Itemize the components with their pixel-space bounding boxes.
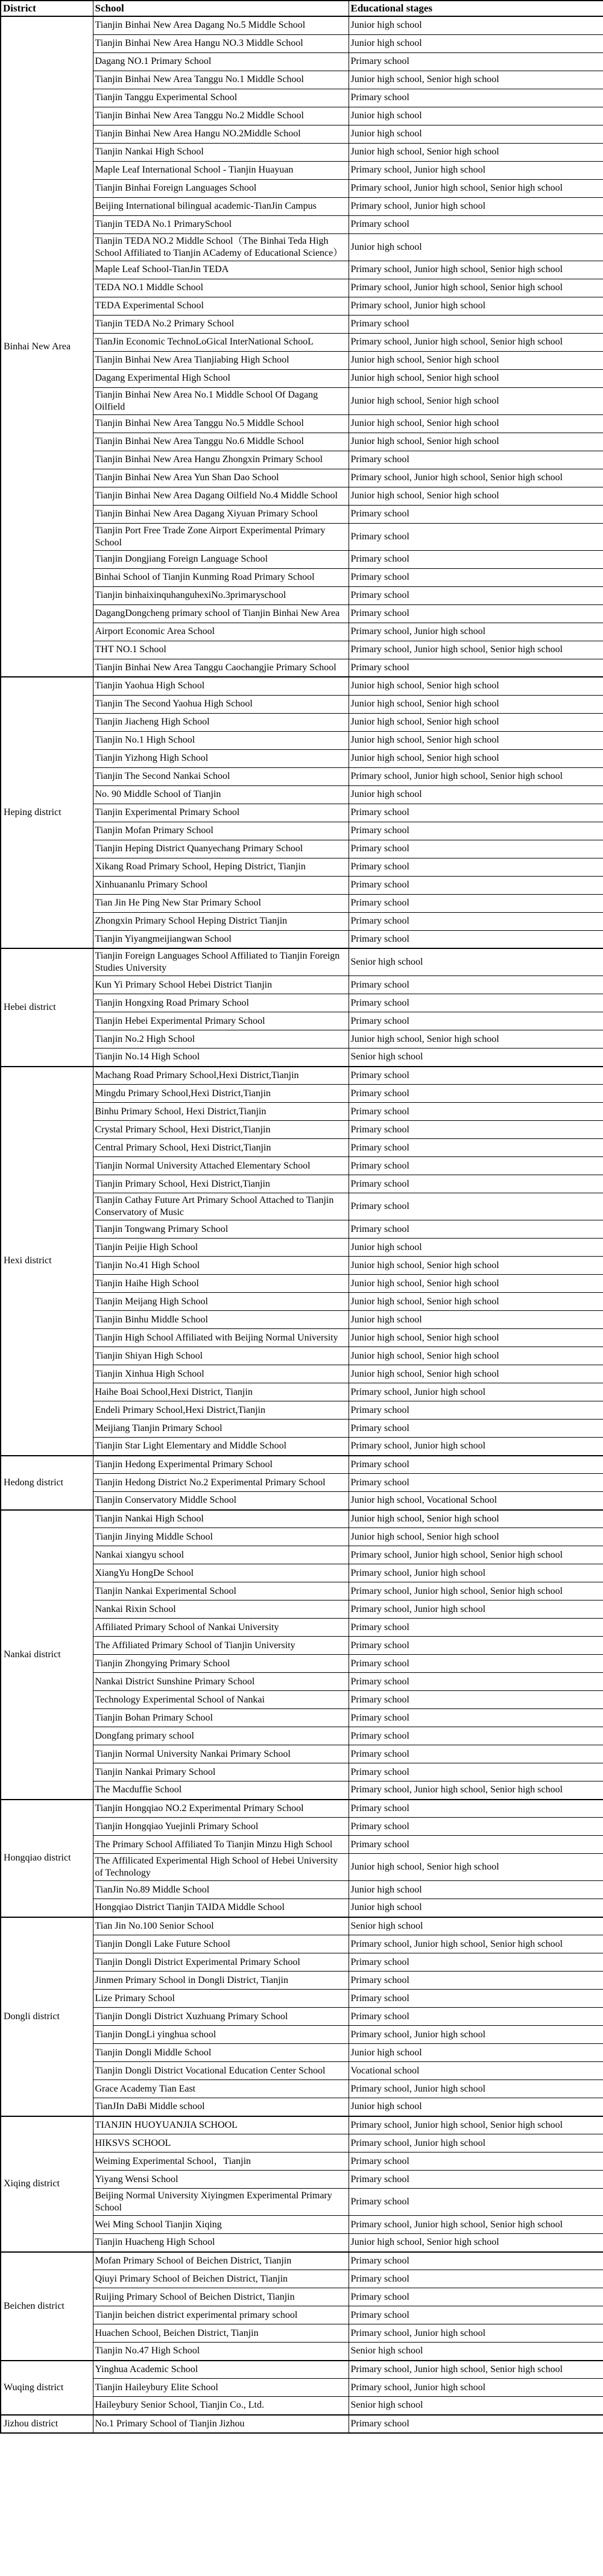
stages-cell: Primary school, Junior high school, Senior high school [349,2116,603,2134]
stages-cell: Primary school [349,1619,603,1637]
column-header-stages: Educational stages [349,1,603,16]
school-cell: Tianjin Conservatory Middle School [93,1492,349,1510]
school-cell: Grace Academy Tian East [93,2080,349,2098]
stages-cell: Primary school, Junior high school, Senior high school [349,469,603,487]
stages-cell: Primary school [349,822,603,840]
stages-cell: Junior high school, Senior high school [349,2234,603,2252]
school-cell: Huachen School, Beichen District, Tianjin [93,2324,349,2343]
stages-cell: Primary school, Junior high school, Senior high school [349,1781,603,1800]
stages-cell: Senior high school [349,2343,603,2361]
stages-cell: Primary school [349,1220,603,1239]
stages-cell: Junior high school, Senior high school [349,351,603,369]
stages-cell: Junior high school [349,2044,603,2062]
stages-cell: Primary school [349,1139,603,1157]
school-cell: Tianjin TEDA No.1 PrimarySchool [93,215,349,233]
stages-cell: Junior high school [349,16,603,34]
stages-cell: Primary school, Junior high school, Senior high school [349,1582,603,1600]
stages-cell: Primary school [349,1953,603,1972]
stages-cell: Junior high school, Senior high school [349,71,603,89]
stages-cell: Primary school [349,2306,603,2324]
stages-cell: Junior high school, Senior high school [349,1510,603,1528]
stages-cell: Primary school [349,1474,603,1492]
stages-cell: Junior high school, Senior high school [349,731,603,749]
stages-cell: Primary school [349,1763,603,1781]
school-cell: TianJin Economic TechnoLoGical InterNational SchooL [93,333,349,351]
school-cell: Endeli Primary School,Hexi District,Tianjin [93,1401,349,1420]
stages-cell: Primary school [349,840,603,858]
stages-cell: Primary school [349,315,603,333]
school-cell: Tianjin Binhai New Area Tianjiabing High School [93,351,349,369]
school-cell: Tianjin Binhai New Area No.1 Middle School Of Dagang Oilfield [93,387,349,414]
school-cell: Dagang Experimental High School [93,369,349,387]
table-row [1,2415,603,2433]
school-cell: Technology Experimental School of Nankai [93,1691,349,1709]
school-cell: Tianjin DongLi yinghua school [93,2026,349,2044]
school-cell: The Macduffie School [93,1781,349,1800]
school-cell: Tianjin binhaixinquhanguhexiNo.3primaryschool [93,586,349,604]
school-cell: Tianjin Hongqiao NO.2 Experimental Primary School [93,1800,349,1818]
stages-cell: Primary school, Junior high school [349,2134,603,2152]
table-header-row [1,1,603,16]
stages-cell: Primary school, Junior high school, Senior high school [349,1935,603,1953]
school-cell: Qiuyi Primary School of Beichen District, Tianjin [93,2270,349,2288]
stages-cell: Primary school [349,1727,603,1745]
school-cell: DagangDongcheng primary school of Tianjin Binhai New Area [93,604,349,623]
school-cell: No. 90 Middle School of Tianjin [93,785,349,804]
stages-cell: Junior high school, Senior high school [349,369,603,387]
stages-cell: Junior high school [349,34,603,52]
school-cell: Tianjin Jinying Middle School [93,1528,349,1546]
stages-cell: Junior high school, Senior high school [349,1293,603,1311]
district-cell: Hongqiao district [1,1800,93,1917]
school-cell: Tian Jin He Ping New Star Primary School [93,894,349,912]
school-cell: Airport Economic Area School [93,623,349,641]
stages-cell: Primary school, Junior high school, Senior high school [349,641,603,659]
table-row [1,2116,603,2134]
stages-cell: Junior high school, Senior high school [349,1257,603,1275]
stages-cell: Junior high school, Senior high school [349,387,603,414]
stages-cell: Primary school [349,1103,603,1121]
stages-cell: Primary school [349,2189,603,2216]
school-cell: Zhongxin Primary School Heping District Tianjin [93,912,349,930]
stages-cell: Primary school [349,451,603,469]
table-row [1,1510,603,1528]
school-cell: Tianjin Zhongying Primary School [93,1655,349,1673]
school-cell: Tianjin Yizhong High School [93,749,349,767]
school-cell: THT NO.1 School [93,641,349,659]
school-cell: Tianjin Binhai Foreign Languages School [93,179,349,197]
school-cell: Central Primary School, Hexi District,Tianjin [93,1139,349,1157]
school-cell: Tianjin Normal University Attached Elementary School [93,1157,349,1175]
stages-cell: Primary school [349,1193,603,1220]
stages-cell: Primary school [349,1818,603,1836]
stages-cell: Vocational school [349,2062,603,2080]
school-cell: Lize Primary School [93,1990,349,2008]
school-cell: Mingdu Primary School,Hexi District,Tianjin [93,1085,349,1103]
stages-cell: Primary school [349,2270,603,2288]
stages-cell: Primary school [349,976,603,994]
school-cell: Tianjin Shiyan High School [93,1347,349,1365]
school-cell: Tianjin Dongli Middle School [93,2044,349,2062]
stages-cell: Junior high school, Senior high school [349,1365,603,1383]
stages-cell: Primary school [349,52,603,71]
school-cell: Tianjin Binhai New Area Dagang Xiyuan Primary School [93,505,349,523]
school-cell: Ruijing Primary School of Beichen District, Tianjin [93,2288,349,2306]
district-cell: Binhai New Area [1,16,93,677]
school-cell: Tianjin Meijang High School [93,1293,349,1311]
stages-cell: Primary school [349,2152,603,2171]
stages-cell: Primary school [349,1800,603,1818]
school-cell: Tianjin Hongxing Road Primary School [93,994,349,1012]
district-cell: Hebei district [1,948,93,1067]
school-cell: Tianjin Binhai New Area Tanggu No.2 Middle School [93,107,349,125]
school-cell: Jinmen Primary School in Dongli District, Tianjin [93,1972,349,1990]
stages-cell: Junior high school, Senior high school [349,1528,603,1546]
stages-cell: Senior high school [349,948,603,976]
district-cell: Hexi district [1,1067,93,1456]
school-cell: Tianjin Star Light Elementary and Middle School [93,1438,349,1456]
school-cell: Nankai Rixin School [93,1600,349,1619]
school-cell: Tianjin Dongli Lake Future School [93,1935,349,1953]
school-cell: Haihe Boai School,Hexi District, Tianjin [93,1383,349,1401]
school-cell: Tianjin TEDA NO.2 Middle School（The Binhai Teda High School Affiliated to Tianjin ACademy of Educational Science） [93,233,349,261]
school-cell: Nankai District Sunshine Primary School [93,1673,349,1691]
school-cell: Tianjin Dongli District Experimental Primary School [93,1953,349,1972]
school-cell: Machang Road Primary School,Hexi District,Tianjin [93,1067,349,1085]
stages-cell: Primary school, Junior high school [349,1600,603,1619]
school-cell: Tianjin Hebei Experimental Primary School [93,1012,349,1030]
school-cell: TianJin No.89 Middle School [93,1881,349,1899]
stages-cell: Primary school [349,568,603,586]
stages-cell: Primary school [349,1456,603,1474]
school-cell: Maple Leaf International School - Tianjin Huayuan [93,161,349,179]
table-body [1,16,603,2433]
stages-cell: Primary school [349,1709,603,1727]
stages-cell: Primary school [349,215,603,233]
school-cell: Tianjin beichen district experimental primary school [93,2306,349,2324]
school-cell: Tianjin The Second Nankai School [93,767,349,785]
table-row [1,677,603,695]
stages-cell: Junior high school [349,785,603,804]
school-cell: Tianjin Normal University Nankai Primary School [93,1745,349,1763]
stages-cell: Primary school, Junior high school, Senior high school [349,2216,603,2234]
school-cell: Tianjin Binhai New Area Hangu NO.2Middle School [93,125,349,143]
school-cell: Beijing International bilingual academic-TianJin Campus [93,197,349,215]
school-cell: Tianjin Dongli District Xuzhuang Primary School [93,2008,349,2026]
table-row [1,1917,603,1935]
stages-cell: Primary school [349,994,603,1012]
stages-cell: Junior high school [349,107,603,125]
stages-cell: Senior high school [349,1917,603,1935]
school-cell: TianJIn DaBi Middle school [93,2098,349,2116]
stages-cell: Primary school [349,1745,603,1763]
table-row [1,1067,603,1085]
school-cell: Tianjin Jiacheng High School [93,713,349,731]
stages-cell: Primary school, Junior high school [349,623,603,641]
school-cell: Tianjin Nankai Experimental School [93,1582,349,1600]
stages-cell: Primary school [349,1673,603,1691]
stages-cell: Primary school [349,604,603,623]
school-cell: Dongfang primary school [93,1727,349,1745]
table-row [1,1800,603,1818]
stages-cell: Junior high school, Senior high school [349,1329,603,1347]
school-cell: Tianjin Heping District Quanyechang Primary School [93,840,349,858]
school-cell: Tianjin Hedong District No.2 Experimental Primary School [93,1474,349,1492]
stages-cell: Primary school [349,1420,603,1438]
school-cell: Tianjin Xinhua High School [93,1365,349,1383]
school-cell: Tianjin Port Free Trade Zone Airport Experimental Primary School [93,523,349,550]
stages-cell: Primary school, Junior high school [349,1383,603,1401]
stages-cell: Primary school [349,659,603,677]
school-cell: Binhu Primary School, Hexi District,Tianjin [93,1103,349,1121]
school-cell: No.1 Primary School of Tianjin Jizhou [93,2415,349,2433]
school-cell: Tianjin Huacheng High School [93,2234,349,2252]
stages-cell: Primary school, Junior high school, Senior high school [349,333,603,351]
school-cell: The Affiliated Primary School of Tianjin University [93,1637,349,1655]
stages-cell: Primary school [349,523,603,550]
stages-cell: Senior high school [349,1048,603,1067]
district-cell: Hedong district [1,1456,93,1510]
stages-cell: Junior high school, Senior high school [349,487,603,505]
school-cell: Tianjin Binhai New Area Dagang Oilfield No.4 Middle School [93,487,349,505]
school-cell: Tianjin TEDA No.2 Primary School [93,315,349,333]
district-cell: Wuqing district [1,2361,93,2415]
column-header-district: District [1,1,93,16]
stages-cell: Primary school [349,1637,603,1655]
column-header-school: School [93,1,349,16]
school-cell: Tianjin No.1 High School [93,731,349,749]
school-cell: Hongqiao District Tianjin TAIDA Middle School [93,1899,349,1917]
district-cell: Beichen district [1,2252,93,2361]
school-cell: Affiliated Primary School of Nankai University [93,1619,349,1637]
stages-cell: Primary school [349,2252,603,2270]
school-cell: Tianjin Binhai New Area Tanggu No.6 Middle School [93,433,349,451]
stages-cell: Junior high school, Senior high school [349,143,603,161]
school-cell: Tianjin No.41 High School [93,1257,349,1275]
school-cell: Kun Yi Primary School Hebei District Tianjin [93,976,349,994]
table-row [1,2361,603,2379]
school-cell: Tianjin Binhai New Area Hangu Zhongxin Primary School [93,451,349,469]
stages-cell: Primary school, Junior high school [349,1564,603,1582]
school-cell: Yinghua Academic School [93,2361,349,2379]
stages-cell: Junior high school [349,1239,603,1257]
school-cell: Tianjin Nankai Primary School [93,1763,349,1781]
school-cell: Weiming Experimental School，Tianjin [93,2152,349,2171]
school-cell: Tian Jin No.100 Senior School [93,1917,349,1935]
school-cell: Tianjin Binhai New Area Tanggu Caochangjie Primary School [93,659,349,677]
stages-cell: Junior high school, Senior high school [349,713,603,731]
table-row [1,1456,603,1474]
stages-cell: Junior high school, Senior high school [349,1030,603,1048]
school-cell: TEDA Experimental School [93,297,349,315]
school-cell: Tianjin Dongli District Vocational Education Center School [93,2062,349,2080]
stages-cell: Primary school [349,1972,603,1990]
district-cell: Heping district [1,677,93,948]
school-cell: Wei Ming School Tianjin Xiqing [93,2216,349,2234]
school-cell: Binhai School of Tianjin Kunming Road Primary School [93,568,349,586]
stages-cell: Primary school [349,930,603,948]
stages-cell: Primary school [349,505,603,523]
school-cell: Tianjin Bohan Primary School [93,1709,349,1727]
school-cell: Tianjin Peijie High School [93,1239,349,1257]
school-cell: The Affilicated Experimental High School of Hebei University of Technology [93,1854,349,1881]
stages-cell: Primary school, Junior high school [349,197,603,215]
school-cell: Dagang NO.1 Primary School [93,52,349,71]
stages-cell: Junior high school [349,2098,603,2116]
stages-cell: Primary school, Junior high school, Senior high school [349,1546,603,1564]
table-row [1,16,603,34]
school-cell: Tianjin Tongwang Primary School [93,1220,349,1239]
school-cell: Tianjin No.47 High School [93,2343,349,2361]
stages-cell: Primary school [349,550,603,568]
school-cell: Tianjin Primary School, Hexi District,Tianjin [93,1175,349,1193]
school-cell: Nankai xiangyu school [93,1546,349,1564]
school-cell: Tianjin Yiyangmeijiangwan School [93,930,349,948]
school-cell: Tianjin Binhai New Area Tanggu No.1 Middle School [93,71,349,89]
school-cell: Mofan Primary School of Beichen District, Tianjin [93,2252,349,2270]
district-cell: Jizhou district [1,2415,93,2433]
stages-cell: Primary school [349,2171,603,2189]
district-cell: Nankai district [1,1510,93,1800]
stages-cell: Primary school [349,1836,603,1854]
school-cell: Tianjin Tanggu Experimental School [93,89,349,107]
stages-cell: Primary school [349,804,603,822]
stages-cell: Junior high school [349,1881,603,1899]
stages-cell: Primary school, Junior high school [349,2080,603,2098]
district-cell: Dongli district [1,1917,93,2116]
school-cell: Xinhuananlu Primary School [93,876,349,894]
stages-cell: Primary school, Junior high school [349,2026,603,2044]
school-cell: Tianjin The Second Yaohua High School [93,695,349,713]
stages-cell: Primary school, Junior high school, Senior high school [349,767,603,785]
stages-cell: Junior high school, Senior high school [349,677,603,695]
table-row [1,948,603,976]
stages-cell: Primary school, Junior high school [349,1438,603,1456]
school-cell: Tianjin Experimental Primary School [93,804,349,822]
stages-cell: Primary school [349,1157,603,1175]
district-cell: Xiqing district [1,2116,93,2252]
stages-cell: Primary school, Junior high school [349,161,603,179]
school-cell: Xikang Road Primary School, Heping District, Tianjin [93,858,349,876]
stages-cell: Junior high school [349,1899,603,1917]
stages-cell: Primary school, Junior high school [349,2324,603,2343]
school-cell: Tianjin Cathay Future Art Primary School Attached to Tianjin Conservatory of Music [93,1193,349,1220]
stages-cell: Primary school [349,1175,603,1193]
school-cell: Tianjin No.2 High School [93,1030,349,1048]
stages-cell: Primary school [349,2288,603,2306]
school-cell: Yiyang Wensi School [93,2171,349,2189]
school-cell: Tianjin Mofan Primary School [93,822,349,840]
school-cell: Tianjin Haihe High School [93,1275,349,1293]
school-cell: Maple Leaf School-TianJin TEDA [93,261,349,279]
stages-cell: Primary school, Junior high school, Senior high school [349,179,603,197]
stages-cell: Primary school [349,912,603,930]
school-cell: Tianjin Hedong Experimental Primary School [93,1456,349,1474]
school-cell: Meijiang Tianjin Primary School [93,1420,349,1438]
stages-cell: Junior high school, Senior high school [349,1275,603,1293]
school-cell: HIKSVS SCHOOL [93,2134,349,2152]
stages-cell: Primary school [349,1691,603,1709]
school-cell: Tianjin Haileybury Elite School [93,2379,349,2397]
stages-cell: Primary school, Junior high school, Senior high school [349,2361,603,2379]
school-cell: XiangYu HongDe School [93,1564,349,1582]
school-cell: Tianjin High School Affiliated with Beijing Normal University [93,1329,349,1347]
school-cell: TEDA NO.1 Middle School [93,279,349,297]
stages-cell: Junior high school, Senior high school [349,695,603,713]
stages-cell: Primary school [349,894,603,912]
school-cell: Tianjin Binhai New Area Dagang No.5 Middle School [93,16,349,34]
stages-cell: Primary school, Junior high school, Senior high school [349,279,603,297]
school-cell: Tianjin Hongqiao Yuejinli Primary School [93,1818,349,1836]
stages-cell: Primary school, Junior high school [349,2379,603,2397]
stages-cell: Primary school [349,1655,603,1673]
school-cell: Tianjin Binhai New Area Tanggu No.5 Middle School [93,414,349,433]
stages-cell: Primary school [349,2008,603,2026]
stages-cell: Junior high school [349,125,603,143]
school-cell: Crystal Primary School, Hexi District,Tianjin [93,1121,349,1139]
stages-cell: Junior high school [349,1311,603,1329]
stages-cell: Primary school [349,1085,603,1103]
stages-cell: Primary school [349,1012,603,1030]
school-cell: Tianjin Nankai High School [93,1510,349,1528]
stages-cell: Primary school [349,1067,603,1085]
stages-cell: Primary school [349,2415,603,2433]
stages-cell: Junior high school [349,233,603,261]
stages-cell: Primary school [349,1990,603,2008]
stages-cell: Junior high school, Senior high school [349,749,603,767]
stages-cell: Primary school [349,1401,603,1420]
stages-cell: Junior high school, Vocational School [349,1492,603,1510]
school-cell: Tianjin Binhai New Area Hangu NO.3 Middle School [93,34,349,52]
stages-cell: Primary school, Junior high school [349,297,603,315]
school-cell: Tianjin Dongjiang Foreign Language School [93,550,349,568]
school-cell: Tianjin Yaohua High School [93,677,349,695]
stages-cell: Primary school [349,858,603,876]
school-cell: Tianjin Binhu Middle School [93,1311,349,1329]
school-cell: Beijing Normal University Xiyingmen Experimental Primary School [93,2189,349,2216]
stages-cell: Senior high school [349,2397,603,2415]
school-cell: The Primary School Affiliated To Tianjin Minzu High School [93,1836,349,1854]
stages-cell: Primary school [349,89,603,107]
stages-cell: Junior high school, Senior high school [349,414,603,433]
stages-cell: Primary school, Junior high school, Senior high school [349,261,603,279]
school-cell: Tianjin No.14 High School [93,1048,349,1067]
stages-cell: Primary school [349,876,603,894]
school-cell: Tianjin Nankai High School [93,143,349,161]
stages-cell: Junior high school, Senior high school [349,1854,603,1881]
school-cell: Tianjin Foreign Languages School Affiliated to Tianjin Foreign Studies University [93,948,349,976]
stages-cell: Junior high school, Senior high school [349,433,603,451]
table-row [1,2252,603,2270]
stages-cell: Primary school [349,586,603,604]
school-cell: Tianjin Binhai New Area Yun Shan Dao School [93,469,349,487]
stages-cell: Junior high school, Senior high school [349,1347,603,1365]
school-cell: TIANJIN HUOYUANJIA SCHOOL [93,2116,349,2134]
stages-cell: Primary school [349,1121,603,1139]
school-cell: Haileybury Senior School, Tianjin Co., Ltd. [93,2397,349,2415]
